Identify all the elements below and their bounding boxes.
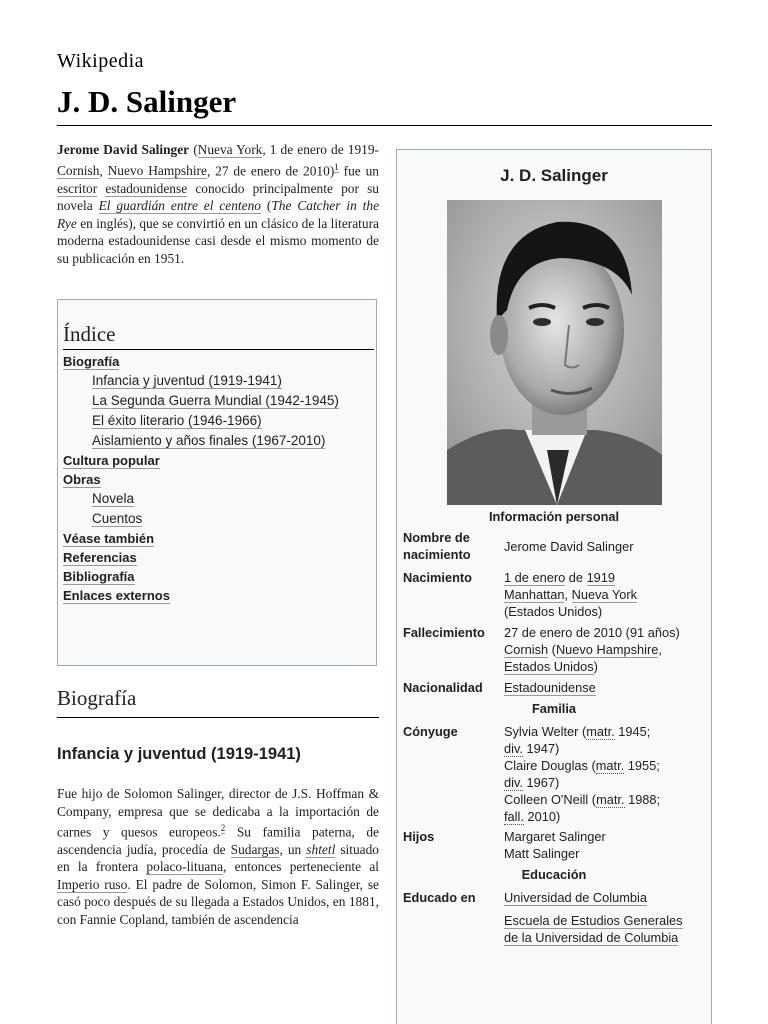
link-sudargas[interactable]: Sudargas <box>230 841 280 857</box>
text: . El padre de Solomon, Simon F. Salinger, se casó poco después de su llegada a Estados Unidos, en 1881, con Fannie Copland, también de ascendencia <box>57 876 379 927</box>
section-heading-biografia: Biografía <box>57 686 379 718</box>
portrait-photo[interactable] <box>447 200 662 505</box>
toc-item-bibliografia[interactable] <box>63 569 371 584</box>
link-polaco-lituana[interactable]: polaco-lituana <box>146 859 224 875</box>
page-title: J. D. Salinger <box>57 84 237 119</box>
row-value <box>504 624 704 675</box>
abbr-matr[interactable]: matr. <box>586 724 615 739</box>
infobox-section-personal: Información personal <box>488 509 620 524</box>
toc-item-cultura[interactable] <box>63 453 371 468</box>
infobox <box>396 149 712 1024</box>
toc-label: El éxito literario (1946-1966) <box>92 413 262 428</box>
link-nueva-york-infobox[interactable]: Nueva York <box>571 587 638 602</box>
link-escuela-estudios-generales[interactable]: Escuela de Estudios Generales <box>504 913 683 928</box>
toc-label: Novela <box>92 491 135 506</box>
link-imperio-ruso[interactable]: Imperio ruso <box>57 876 128 892</box>
link-nacionalidad[interactable]: Estadounidense <box>504 680 596 695</box>
lead-paragraph <box>57 141 379 268</box>
row-label: Nacionalidad <box>403 680 483 695</box>
reference-1[interactable]: 1 <box>334 161 339 172</box>
birth-country: (Estados Unidos) <box>504 604 603 619</box>
toc-label: Infancia y juventud (1919-1941) <box>92 373 282 388</box>
row-label: Educado en <box>403 890 476 905</box>
row-label: Nacimiento <box>403 570 472 585</box>
text: ( <box>260 198 272 214</box>
toc-item-cuentos[interactable] <box>63 511 371 527</box>
link-estadounidense[interactable]: estadounidense <box>105 180 188 196</box>
toc-item-aislamiento[interactable] <box>63 433 371 449</box>
toc-label: Referencias <box>63 550 137 565</box>
text: fue un <box>338 163 379 179</box>
table-of-contents <box>57 299 377 666</box>
row-value <box>504 723 704 825</box>
child-name: Margaret Salinger <box>504 829 606 844</box>
link-manhattan[interactable]: Manhattan <box>504 587 565 602</box>
text: 1947) <box>522 741 560 756</box>
text: Sylvia Welter ( <box>504 724 587 739</box>
abbr-fall[interactable]: fall. <box>504 809 524 824</box>
toc-label: Cuentos <box>92 511 143 526</box>
subject-name: Jerome David Salinger <box>57 142 190 157</box>
toc-label: Cultura popular <box>63 453 160 468</box>
link-nuevo-hampshire[interactable]: Nuevo Hampshire <box>107 163 207 179</box>
row-label: Hijos <box>403 829 435 844</box>
link-columbia[interactable]: Universidad de Columbia <box>504 890 647 905</box>
text: conocido principalmente por su novela <box>57 180 379 214</box>
child-name: Matt Salinger <box>504 846 580 861</box>
title-divider <box>57 125 712 126</box>
abbr-div[interactable]: div. <box>504 741 523 756</box>
link-nueva-york[interactable]: Nueva York <box>197 142 263 157</box>
row-value: Jerome David Salinger <box>504 539 634 554</box>
text: , <box>99 163 108 179</box>
toc-label: Enlaces externos <box>63 588 170 603</box>
wikipedia-logo[interactable] <box>57 50 144 73</box>
text: de <box>565 570 587 585</box>
toc-label: La Segunda Guerra Mundial (1942-1945) <box>92 393 339 408</box>
text: 2010) <box>523 809 561 824</box>
link-birth-year[interactable]: 1919 <box>586 570 616 585</box>
text: Su familia paterna, de ascendencia judía, procedía de <box>57 824 379 857</box>
link-cornish-infobox[interactable]: Cornish <box>504 642 549 657</box>
link-escritor[interactable]: escritor <box>57 180 98 196</box>
toc-item-vease[interactable] <box>63 531 371 546</box>
text: 1988; <box>624 792 661 807</box>
text: ( <box>548 642 556 657</box>
text: , <box>658 642 662 657</box>
link-estados-unidos[interactable]: Estados Unidos <box>504 659 594 674</box>
novel-title-en: The Catcher in the Rye <box>57 198 380 231</box>
toc-item-referencias[interactable] <box>63 550 371 565</box>
text: , un <box>279 841 307 857</box>
section-paragraph <box>57 785 379 928</box>
link-cornish[interactable]: Cornish <box>57 163 100 179</box>
article-page <box>57 0 712 1024</box>
subsection-heading-infancia: Infancia y juventud (1919-1941) <box>57 745 301 763</box>
toc-item-enlaces[interactable] <box>63 588 371 603</box>
infobox-title: J. D. Salinger <box>500 166 608 185</box>
row-label: Nombre de nacimiento <box>403 530 471 562</box>
abbr-div[interactable]: div. <box>504 775 523 790</box>
toc-label: Bibliografía <box>63 569 135 584</box>
link-novel[interactable] <box>99 198 261 214</box>
row-value <box>504 828 704 862</box>
text: Colleen O'Neill ( <box>504 792 597 807</box>
link-shtetl[interactable] <box>306 842 335 858</box>
text: Fue hijo de Solomon Salinger, director de J.S. Hoffman & Company, empresa que se dedicaba a la importación de carnes y quesos europeos. <box>57 786 379 840</box>
row-value <box>504 679 704 696</box>
toc-title: Índice <box>63 322 374 350</box>
row-label: Fallecimiento <box>403 625 485 640</box>
infobox-section-familia: Familia <box>531 701 577 716</box>
link-nuevo-hampshire-infobox[interactable]: Nuevo Hampshire <box>555 642 659 657</box>
infobox-section-educacion: Educación <box>521 867 587 882</box>
link-escuela-estudios-generales-2[interactable]: de la Universidad de Columbia <box>504 930 679 945</box>
toc-item-biografia[interactable] <box>63 354 371 449</box>
portrait-image <box>447 200 662 505</box>
text: situado en la frontera <box>57 841 379 875</box>
row-value <box>504 889 704 946</box>
text: , <box>564 587 572 602</box>
text: Claire Douglas ( <box>504 758 596 773</box>
text: , 27 de enero de 2010) <box>206 163 335 179</box>
row-label: Cónyuge <box>403 724 458 739</box>
text: 1955; <box>624 758 660 773</box>
abbr-matr[interactable]: matr. <box>596 792 625 807</box>
link-birth-date[interactable]: 1 de enero <box>504 570 566 585</box>
text: , entonces perteneciente al <box>223 859 379 875</box>
death-date: 27 de enero de 2010 (91 años) <box>504 625 680 640</box>
toc-item-exito[interactable] <box>63 413 371 429</box>
abbr-matr[interactable]: matr. <box>595 758 625 773</box>
toc-label: Véase también <box>63 531 155 546</box>
text: ) <box>593 659 598 674</box>
logo-text: Wikipedia <box>57 50 144 72</box>
row-value <box>504 569 704 620</box>
toc-label: Biografía <box>63 354 120 369</box>
text: ( <box>189 142 198 157</box>
text: 1967) <box>522 775 560 790</box>
toc-label: Obras <box>63 472 101 487</box>
text: , 1 de enero de 1919- <box>262 142 379 157</box>
toc-item-guerra[interactable] <box>63 393 371 409</box>
text: 1945; <box>614 724 651 739</box>
text: en inglés), que se convirtió en un clásico de la literatura moderna estadounidense casi desde el mismo momento de su publicación en 1951. <box>57 215 379 267</box>
reference-2[interactable]: 2 <box>220 823 226 833</box>
novel-title: El guardián entre el centeno <box>98 198 261 214</box>
toc-item-infancia[interactable] <box>63 373 371 389</box>
toc-label: Aislamiento y años finales (1967-2010) <box>92 433 326 448</box>
toc-item-obras[interactable] <box>63 472 371 527</box>
toc-item-novela[interactable] <box>63 491 371 507</box>
shtetl-text: shtetl <box>306 841 336 857</box>
